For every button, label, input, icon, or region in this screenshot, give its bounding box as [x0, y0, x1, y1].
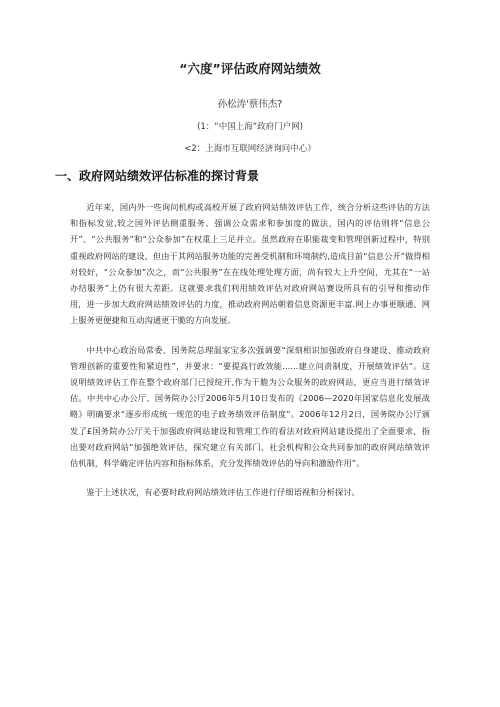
body-paragraph-2: 中共中心政治局常委、国务院总理温家宝多次强调要“深刻相识加强政府自身建设、推动政府管理创新的重要性和紧迫性”，并要求：“要提高行政效能......建立问责制度，开展绩效评估”。这说明绩效评估工作在整个政府部门已授绽开,作为干脆为公众服务的政府网站，更应当进行绩效评估。中共中心办公厅、国务院办公厅2006年5月10日发布的《2006—2020年国家信息化发展战略》明确要求“逐步形成统一规范的电子政务绩效评估制度”。2006年12月2日，国务院办公厅颁发了£国务院办公厅关于加强政府网站建设和管理工作的看法对政府网站建设提出了全面要求，指出要对政府网站“加强绝效评估，探究建立有关部门、社会机构和公众共同参加的政府网站绩效评估机制，科学确定评估内容和指标体系，充分发挥绩效评估的导向和激励作用”。	[70, 344, 430, 469]
body-paragraph-1: 近年来，国内外一些询问机构或高校开展了政府网站绩效评估工作，统合分析这些评估的方法和指标发觉,较之国外评估侧重服务、强调公众需求和参加度的做法，国内的评估则将“信息公开”、“公共服务”和“公众参加”在权重上三足并立。虽然政府在职能裁变和管理创新过程中，特别重视政府网站的建设，但由于其网站服务功能的完善受机制和环境制约,造成目前“信息公开”做得相对较好，“公众参加”次之，而“公共服务”在在线处理处理方面，尚有较大上升空间，尤其在“一站办结服务”上仍有很大差距。这就要求我们利用绩效评估对政府网站赛设所具有的引导和推动作用，进一步加大政府网站绩效评估的力度，推动政府网站朝着信息资源更丰富.网上办事更顺通、网上服务更便捷和互动沟通更干脆的方向发展。	[70, 202, 430, 326]
affiliation-2: <2：上海市互联网经济询问中心》	[184, 144, 316, 154]
affiliation-1: (1：“中国上海“政府门户网)	[197, 122, 303, 132]
body-paragraph-3: 鉴于上述状况，有必要时政府网站绩效评估工作进行仔细语视和分析探讨。	[86, 487, 360, 498]
author-line: 孙松涛'蔡伟杰?	[217, 99, 283, 110]
section-heading: 一、政府网站绩效评估标准的探讨背景	[55, 169, 260, 183]
document-title: “六度”评估政府网站绩效	[179, 61, 321, 76]
